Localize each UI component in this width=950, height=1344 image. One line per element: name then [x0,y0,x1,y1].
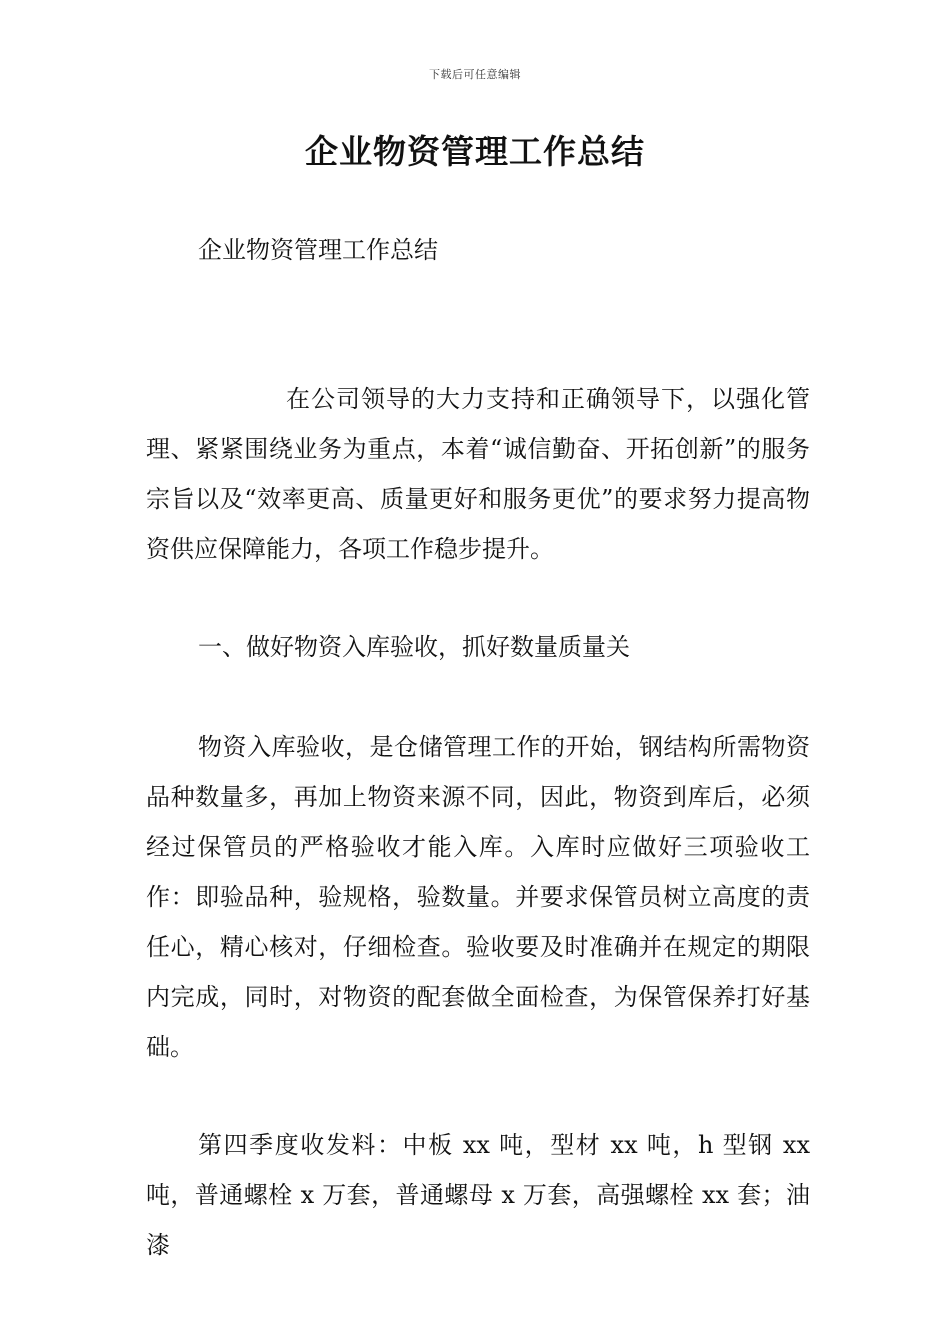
body-paragraph-inspection: 物资入库验收，是仓储管理工作的开始，钢结构所需物资品种数量多，再加上物资来源不同，因此，物资到库后，必须经过保管员的严格验收才能入库。入库时应做好三项验收工作：即验品种，验规格，验数量。并要求保管员树立高度的责任心，精心核对，仔细检查。验收要及时准确并在规定的期限内完成，同时，对物资的配套做全面检查，为保管保养打好基础。 [146,733,810,1061]
section-heading-1: 一、做好物资入库验收，抓好数量质量关 [198,633,630,661]
header-note: 下载后可任意编辑 [429,68,521,81]
page-title: 企业物资管理工作总结 [305,132,645,171]
subtitle: 企业物资管理工作总结 [198,236,438,264]
body-paragraph-q4-materials: 第四季度收发料：中板 xx 吨，型材 xx 吨，h 型钢 xx 吨，普通螺栓 x 万套，普通螺母 x 万套，高强螺栓 xx 套；油漆 [146,1131,810,1259]
intro-paragraph: 在公司领导的大力支持和正确领导下，以强化管理、紧紧围绕业务为重点，本着“诚信勤奋、开拓创新”的服务宗旨以及“效率更高、质量更好和服务更优”的要求努力提高物资供应保障能力，各项工作稳步提升。 [146,385,810,563]
